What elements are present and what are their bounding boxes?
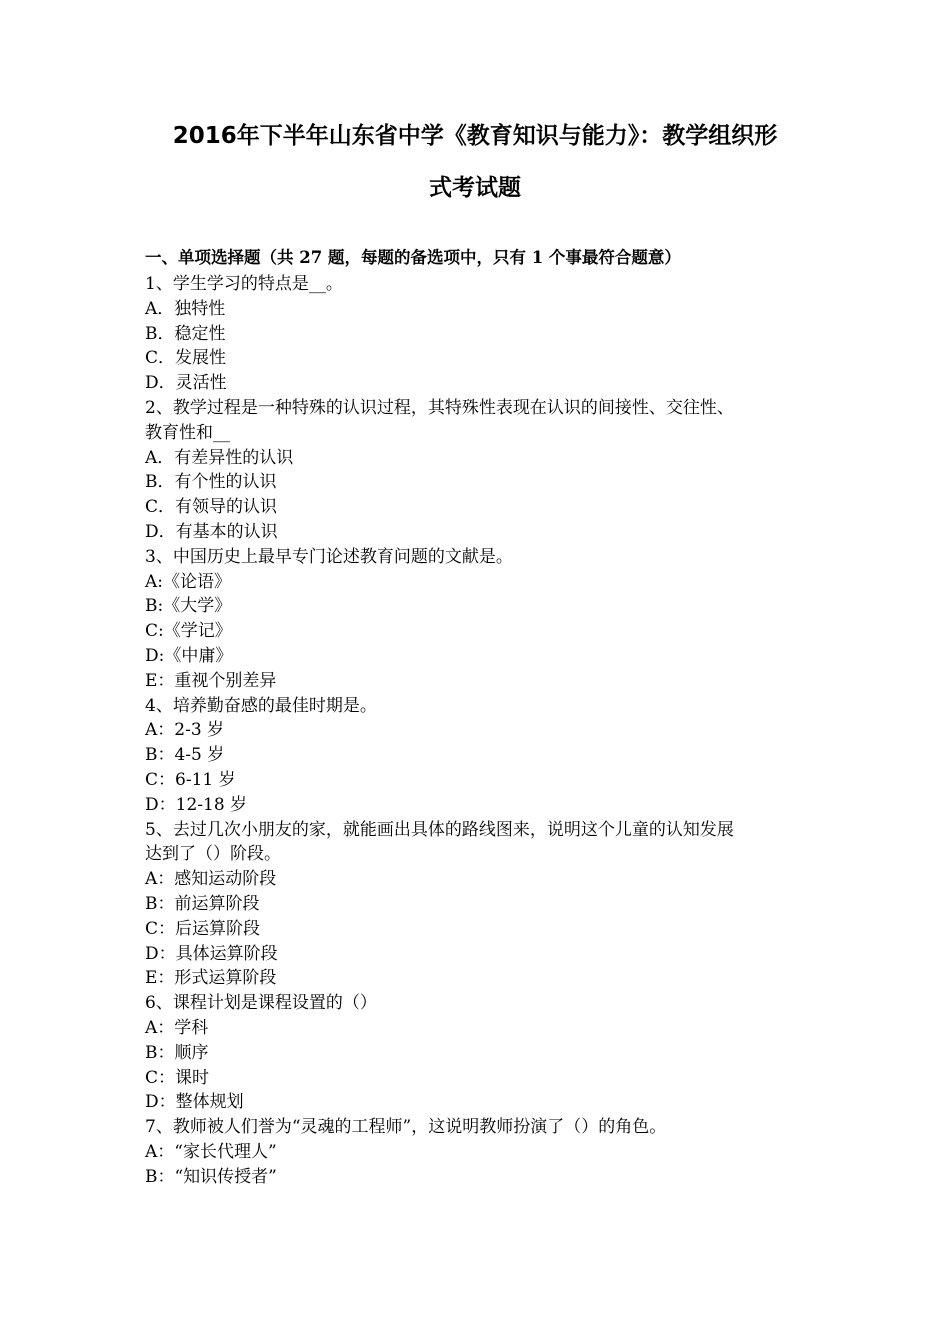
answer-option: B：“知识传授者”: [145, 1166, 277, 1187]
answer-option: C．发展性: [145, 348, 227, 369]
section-heading: 一、单项选择题（共 27 题，每题的备选项中，只有 1 个事最符合题意）: [145, 248, 681, 267]
answer-option: B：前运算阶段: [145, 893, 260, 914]
answer-option: A．有差异性的认识: [145, 447, 294, 468]
document-title-line-2: 式考试题: [429, 175, 521, 201]
answer-option: C：后运算阶段: [145, 918, 261, 939]
answer-option: D：具体运算阶段: [145, 943, 278, 964]
question-stem: 3、中国历史上最早专门论述教育问题的文献是。: [145, 546, 513, 567]
question-stem: 7、教师被人们誉为“灵魂的工程师”，这说明教师扮演了（）的角色。: [145, 1117, 667, 1138]
question-stem: 4、培养勤奋感的最佳时期是。: [145, 695, 377, 716]
question-stem-continued: 达到了（）阶段。: [145, 844, 281, 865]
answer-option: A：“家长代理人”: [145, 1141, 277, 1162]
answer-option: C．有领导的认识: [145, 497, 278, 518]
question-stem-continued: 教育性和__: [145, 422, 230, 443]
answer-option: A：2-3 岁: [145, 720, 225, 741]
answer-option: E：重视个别差异: [145, 670, 277, 691]
answer-option: B．稳定性: [145, 323, 226, 344]
question-stem: 5、去过几次小朋友的家，就能画出具体的路线图来，说明这个儿童的认知发展: [145, 819, 734, 840]
answer-option: A：感知运动阶段: [145, 869, 277, 890]
answer-option: D：整体规划: [145, 1092, 244, 1113]
answer-option: D:《中庸》: [145, 645, 233, 666]
answer-option: D．有基本的认识: [145, 521, 278, 542]
answer-option: B：4-5 岁: [145, 745, 225, 766]
answer-option: B:《大学》: [145, 596, 232, 617]
answer-option: A:《论语》: [145, 571, 232, 592]
answer-option: D：12-18 岁: [145, 794, 248, 815]
answer-option: D．灵活性: [145, 373, 227, 394]
answer-option: B：顺序: [145, 1042, 209, 1063]
answer-option: A：学科: [145, 1017, 209, 1038]
answer-option: C：6-11 岁: [145, 769, 236, 790]
question-stem: 2、教学过程是一种特殊的认识过程，其特殊性表现在认识的间接性、交往性、: [145, 397, 734, 418]
question-stem: 1、学生学习的特点是__。: [145, 274, 343, 294]
question-stem: 6、课程计划是课程设置的（）: [145, 993, 377, 1014]
answer-option: E：形式运算阶段: [145, 968, 277, 989]
answer-option: C:《学记》: [145, 621, 232, 642]
document-title-line-1: 2016年下半年山东省中学《教育知识与能力》：教学组织形: [172, 123, 778, 149]
answer-option: C：课时: [145, 1067, 210, 1088]
answer-option: B．有个性的认识: [145, 472, 277, 493]
question-list: [145, 272, 815, 1189]
answer-option: A．独特性: [145, 298, 226, 319]
